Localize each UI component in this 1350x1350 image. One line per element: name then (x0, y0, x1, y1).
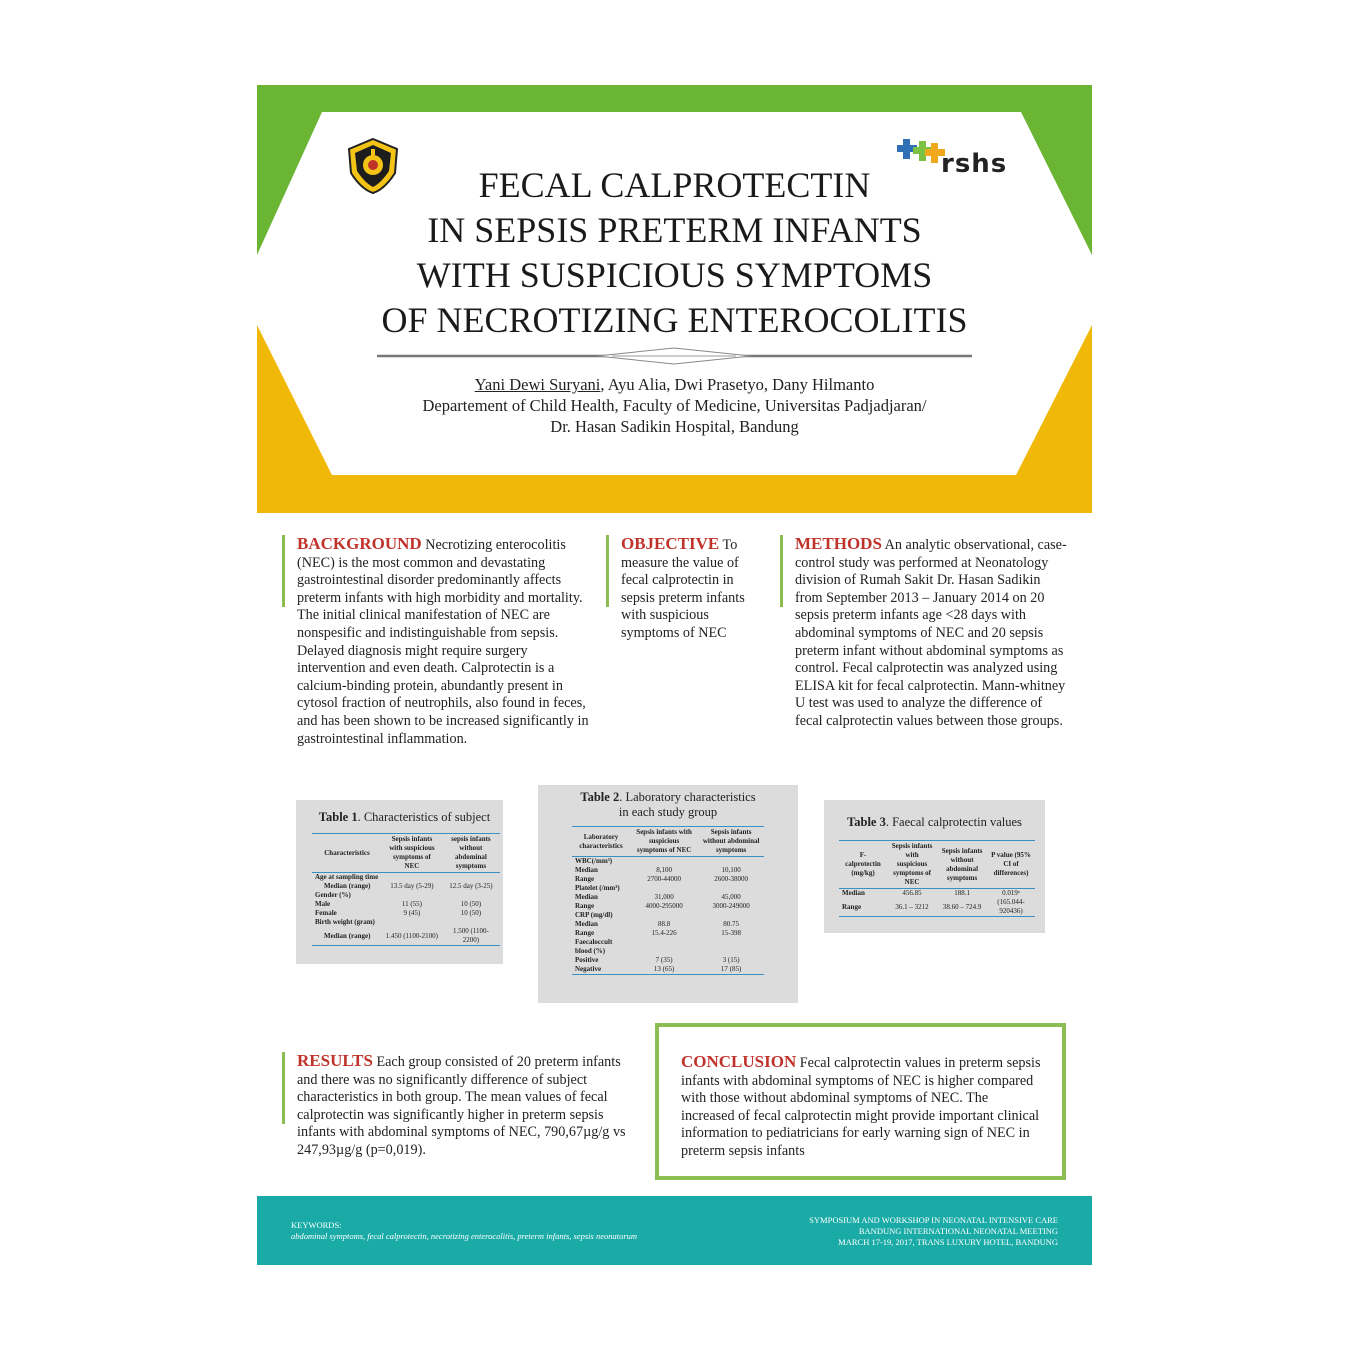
table-cell (442, 891, 500, 900)
conclusion-box (655, 1023, 1066, 1180)
table-cell: 10 (50) (460, 900, 482, 908)
table-row-label: Median (range) (312, 927, 382, 946)
section-heading: CONCLUSION (681, 1052, 797, 1071)
table-row (839, 898, 1035, 917)
table-caption (548, 790, 788, 820)
table-header-row (572, 827, 764, 857)
table-row (572, 866, 764, 875)
section-text: Necrotizing enterocolitis (NEC) is the most common and devastating gastrointestinal disorder predominantly affects preterm infants with high morbidity and mortality. The initial clinical manifestation of NEC are nonspesific and indistinguishable from sepsis. Delayed diagnosis might require surgery intervention and even death. Calprotectin is a calcium-binding protein, abundantly present in cytosol fraction of neutrophils, also found in feces, and has been shown to be increased significantly in gastrointestinal inflammation. (297, 537, 589, 747)
table-cell (382, 918, 442, 927)
table-cell: 8,100 (656, 866, 672, 874)
table-cell: (165.044-920436) (987, 898, 1035, 917)
table-row-label: Positive (575, 956, 599, 964)
table-row (312, 882, 500, 891)
table-caption-text: . Characteristics of subject (357, 810, 491, 824)
table-label: Table 2 (580, 790, 620, 804)
table-cell: 456.85 (902, 889, 922, 897)
table-row-label: CRP (mg/dl) (575, 911, 613, 919)
keywords-list: abdominal symptoms, fecal calprotectin, necrotizing enterocolitis, preterm infants, sepsis neonatorum (291, 1231, 638, 1241)
event-line: SYMPOSIUM AND WORKSHOP IN NEONATAL INTENSIVE CARE (809, 1215, 1058, 1225)
table-cell: 10 (50) (460, 909, 482, 917)
table-row (312, 891, 500, 900)
table-cell (442, 918, 500, 927)
table-1-grid (312, 833, 500, 946)
table-cell: 13.5 day (5-29) (390, 882, 434, 890)
section-text: Fecal calprotectin values in preterm sepsis infants with abdominal symptoms of NEC is higher compared with those without abdominal symptoms of NEC. The increased of fecal calprotectin might provide important clinical information to pediatricians for early warning sign of NEC in preterm sepsis infants (681, 1055, 1041, 1159)
title-line: IN SEPSIS PRETERM INFANTS (427, 210, 922, 250)
table-header-cell: Sepsis infants with suspicious symptoms of NEC (887, 841, 937, 889)
table-cell: 45,000 (721, 893, 741, 901)
event-line: MARCH 17-19, 2017, TRANS LUXURY HOTEL, BANDUNG (838, 1237, 1058, 1247)
table-cell: 17 (85) (698, 965, 764, 975)
table-cell (698, 938, 764, 956)
table-cell: 1.500 (1100-2200) (442, 927, 500, 946)
table-header-cell: Laboratory characteristics (572, 827, 630, 857)
coauthors: , Ayu Alia, Dwi Prasetyo, Dany Hilmanto (600, 375, 875, 394)
table-2-grid (572, 826, 764, 975)
section-heading: METHODS (795, 534, 882, 553)
table-caption (312, 810, 497, 825)
table-row-label: Negative (572, 965, 630, 975)
table-cell (382, 891, 442, 900)
table-row-label: Platelet (/mm³) (575, 884, 620, 892)
table-cell (698, 911, 764, 920)
table-header-cell: Sepsis infants without abdominal symptoms (937, 841, 987, 889)
table-header-cell: Sepsis infants with suspicious symptoms of NEC (382, 834, 442, 873)
table-cell (630, 938, 698, 956)
objective-section (606, 535, 766, 643)
table-cell: 38.60 – 724.9 (937, 898, 987, 917)
affiliation-line: Departement of Child Health, Faculty of Medicine, Universitas Padjadjaran/ (422, 396, 927, 415)
table-cell: 7 (35) (655, 956, 673, 964)
table-label: Table 3 (847, 815, 886, 829)
table-row (312, 909, 500, 918)
methods-section (780, 535, 1070, 731)
table-header-cell: Characteristics (312, 834, 382, 873)
table-row (572, 857, 764, 867)
table-row (312, 918, 500, 927)
table-cell: 10,100 (721, 866, 741, 874)
table-caption-text: in each study group (618, 805, 718, 819)
table-row-label: Gender (%) (315, 891, 351, 899)
table-row-label: Faecaloccult blood (%) (575, 938, 613, 955)
affiliation-line: Dr. Hasan Sadikin Hospital, Bandung (550, 417, 799, 436)
table-cell: 0.019ᵃ (1002, 889, 1020, 897)
table-row-label: Range (575, 902, 595, 910)
section-heading: OBJECTIVE (621, 534, 720, 553)
section-text: An analytic observational, case-control study was performed at Neonatology division of Rumah Sakit Dr. Hasan Sadikin from September 2013 – January 2014 on 20 sepsis preterm infants age <28 days with abdominal symptoms of NEC and 20 sepsis preterm infant without abdominal symptoms as control. Fecal calprotectin was analyzed using ELISA kit for fecal calprotectin. Mann-whitney U test was used to analyze the difference of fecal calprotectin values between those groups. (795, 537, 1067, 729)
table-cell (630, 884, 698, 893)
table-row (572, 920, 764, 929)
table-row-label: Age at sampling time (315, 873, 379, 881)
table-caption-text: . Laboratory characteristics (619, 790, 756, 804)
section-heading: BACKGROUND (297, 534, 422, 553)
table-cell: 36.1 – 3212 (887, 898, 937, 917)
table-row (572, 929, 764, 938)
table-cell: 2600-38000 (714, 875, 749, 883)
table-cell: 11 (55) (401, 900, 422, 908)
table-body (572, 857, 764, 975)
table-row (572, 911, 764, 920)
section-accent-bar (780, 535, 783, 607)
table-cell (630, 911, 698, 920)
table-header-row (312, 834, 500, 873)
table-row (572, 902, 764, 911)
table-header-cell: Sepsis infants with suspicious symptoms of NEC (630, 827, 698, 857)
author-line (317, 374, 1032, 395)
table-cell: 4000-295000 (645, 902, 683, 910)
table-cell (382, 873, 442, 883)
table-row-label: Median (575, 920, 598, 928)
table-cell: 3000-249000 (712, 902, 750, 910)
table-row-label: Female (315, 909, 337, 917)
table-cell (698, 857, 764, 867)
table-row-label: Median (range) (324, 882, 371, 890)
section-heading: RESULTS (297, 1051, 373, 1070)
table-label: Table 1 (318, 810, 358, 824)
table-row (572, 875, 764, 884)
table-cell: 3 (15) (722, 956, 740, 964)
table-3-grid (839, 840, 1035, 917)
table-row-label: Median (575, 893, 598, 901)
poster-footer (257, 1196, 1092, 1265)
table-row-label: Birth weight (gram) (315, 918, 375, 926)
table-cell: 88.8 (657, 920, 671, 928)
section-accent-bar (606, 535, 609, 607)
table-header-cell: sepsis infants without abdominal symptoms (442, 834, 500, 873)
rshs-logo-text: rshs (941, 149, 1008, 179)
table-header-cell: F-calprotectin (mg/kg) (839, 841, 887, 889)
keywords-label: KEYWORDS: (291, 1220, 342, 1230)
table-3-calprotectin (824, 800, 1045, 933)
table-2-laboratory (538, 785, 798, 1003)
section-accent-bar (282, 1052, 285, 1124)
table-cell: 2700-44000 (647, 875, 682, 883)
table-row (572, 893, 764, 902)
table-row (572, 965, 764, 975)
table-1-characteristics (296, 800, 503, 964)
table-cell: 188.1 (954, 889, 970, 897)
section-text: Each group consisted of 20 preterm infants and there was no significantly difference of subject characteristics in both group. The mean values of fecal calprotectin was significantly higher in preterm sepsis infants with abdominal symptoms of NEC, 790,67µg/g vs 247,93µg/g (p=0,019). (297, 1054, 626, 1158)
table-cell (698, 884, 764, 893)
table-caption-text: . Faecal calprotectin values (885, 815, 1022, 829)
table-row-label: Range (575, 929, 595, 937)
table-cell (442, 873, 500, 883)
table-cell: 13 (65) (630, 965, 698, 975)
event-line: BANDUNG INTERNATIONAL NEONATAL MEETING (858, 1226, 1058, 1236)
table-row-label: WBC(/mm³) (575, 857, 613, 865)
poster-header (257, 85, 1092, 513)
authors-block (317, 374, 1032, 437)
table-row (312, 873, 500, 883)
section-text: To measure the value of fecal calprotectin in sepsis preterm infants with suspicious symptoms of NEC (621, 537, 745, 641)
table-body (839, 889, 1035, 917)
table-body (312, 873, 500, 946)
keywords-block (291, 1220, 637, 1242)
table-cell (630, 857, 698, 867)
results-section (282, 1052, 627, 1160)
poster-title (317, 163, 1032, 343)
title-line: WITH SUSPICIOUS SYMPTOMS (416, 255, 933, 295)
table-header-cell: Sepsis infants without abdominal symptoms (698, 827, 764, 857)
table-cell: 15.4-226 (651, 929, 677, 937)
table-cell: 80.75 (723, 920, 739, 928)
table-row (572, 884, 764, 893)
poster (257, 85, 1092, 1265)
background-section (282, 535, 597, 748)
event-info (809, 1215, 1058, 1248)
table-cell: 31,000 (654, 893, 674, 901)
table-row (572, 938, 764, 956)
table-row (312, 927, 500, 946)
title-line: FECAL CALPROTECTIN (478, 165, 871, 205)
table-cell: 1.450 (1100-2100) (382, 927, 442, 946)
table-caption (834, 815, 1035, 830)
table-row (839, 889, 1035, 899)
table-header-cell: P value (95% CI of differences) (987, 841, 1035, 889)
table-row (312, 900, 500, 909)
table-cell: 9 (45) (403, 909, 421, 917)
presenting-author: Yani Dewi Suryani (474, 375, 601, 394)
section-accent-bar (282, 535, 285, 607)
title-line: OF NECROTIZING ENTEROCOLITIS (381, 300, 968, 340)
table-row-label: Median (575, 866, 598, 874)
table-cell: 12.5 day (3-25) (449, 882, 493, 890)
table-row-label: Median (842, 889, 865, 897)
table-row (572, 956, 764, 965)
table-header-row (839, 841, 1035, 889)
table-row-label: Male (315, 900, 331, 908)
table-cell: 15-398 (721, 929, 742, 937)
title-divider-ornament (377, 345, 972, 367)
table-row-label: Range (575, 875, 595, 883)
table-row-label: Range (839, 898, 887, 917)
